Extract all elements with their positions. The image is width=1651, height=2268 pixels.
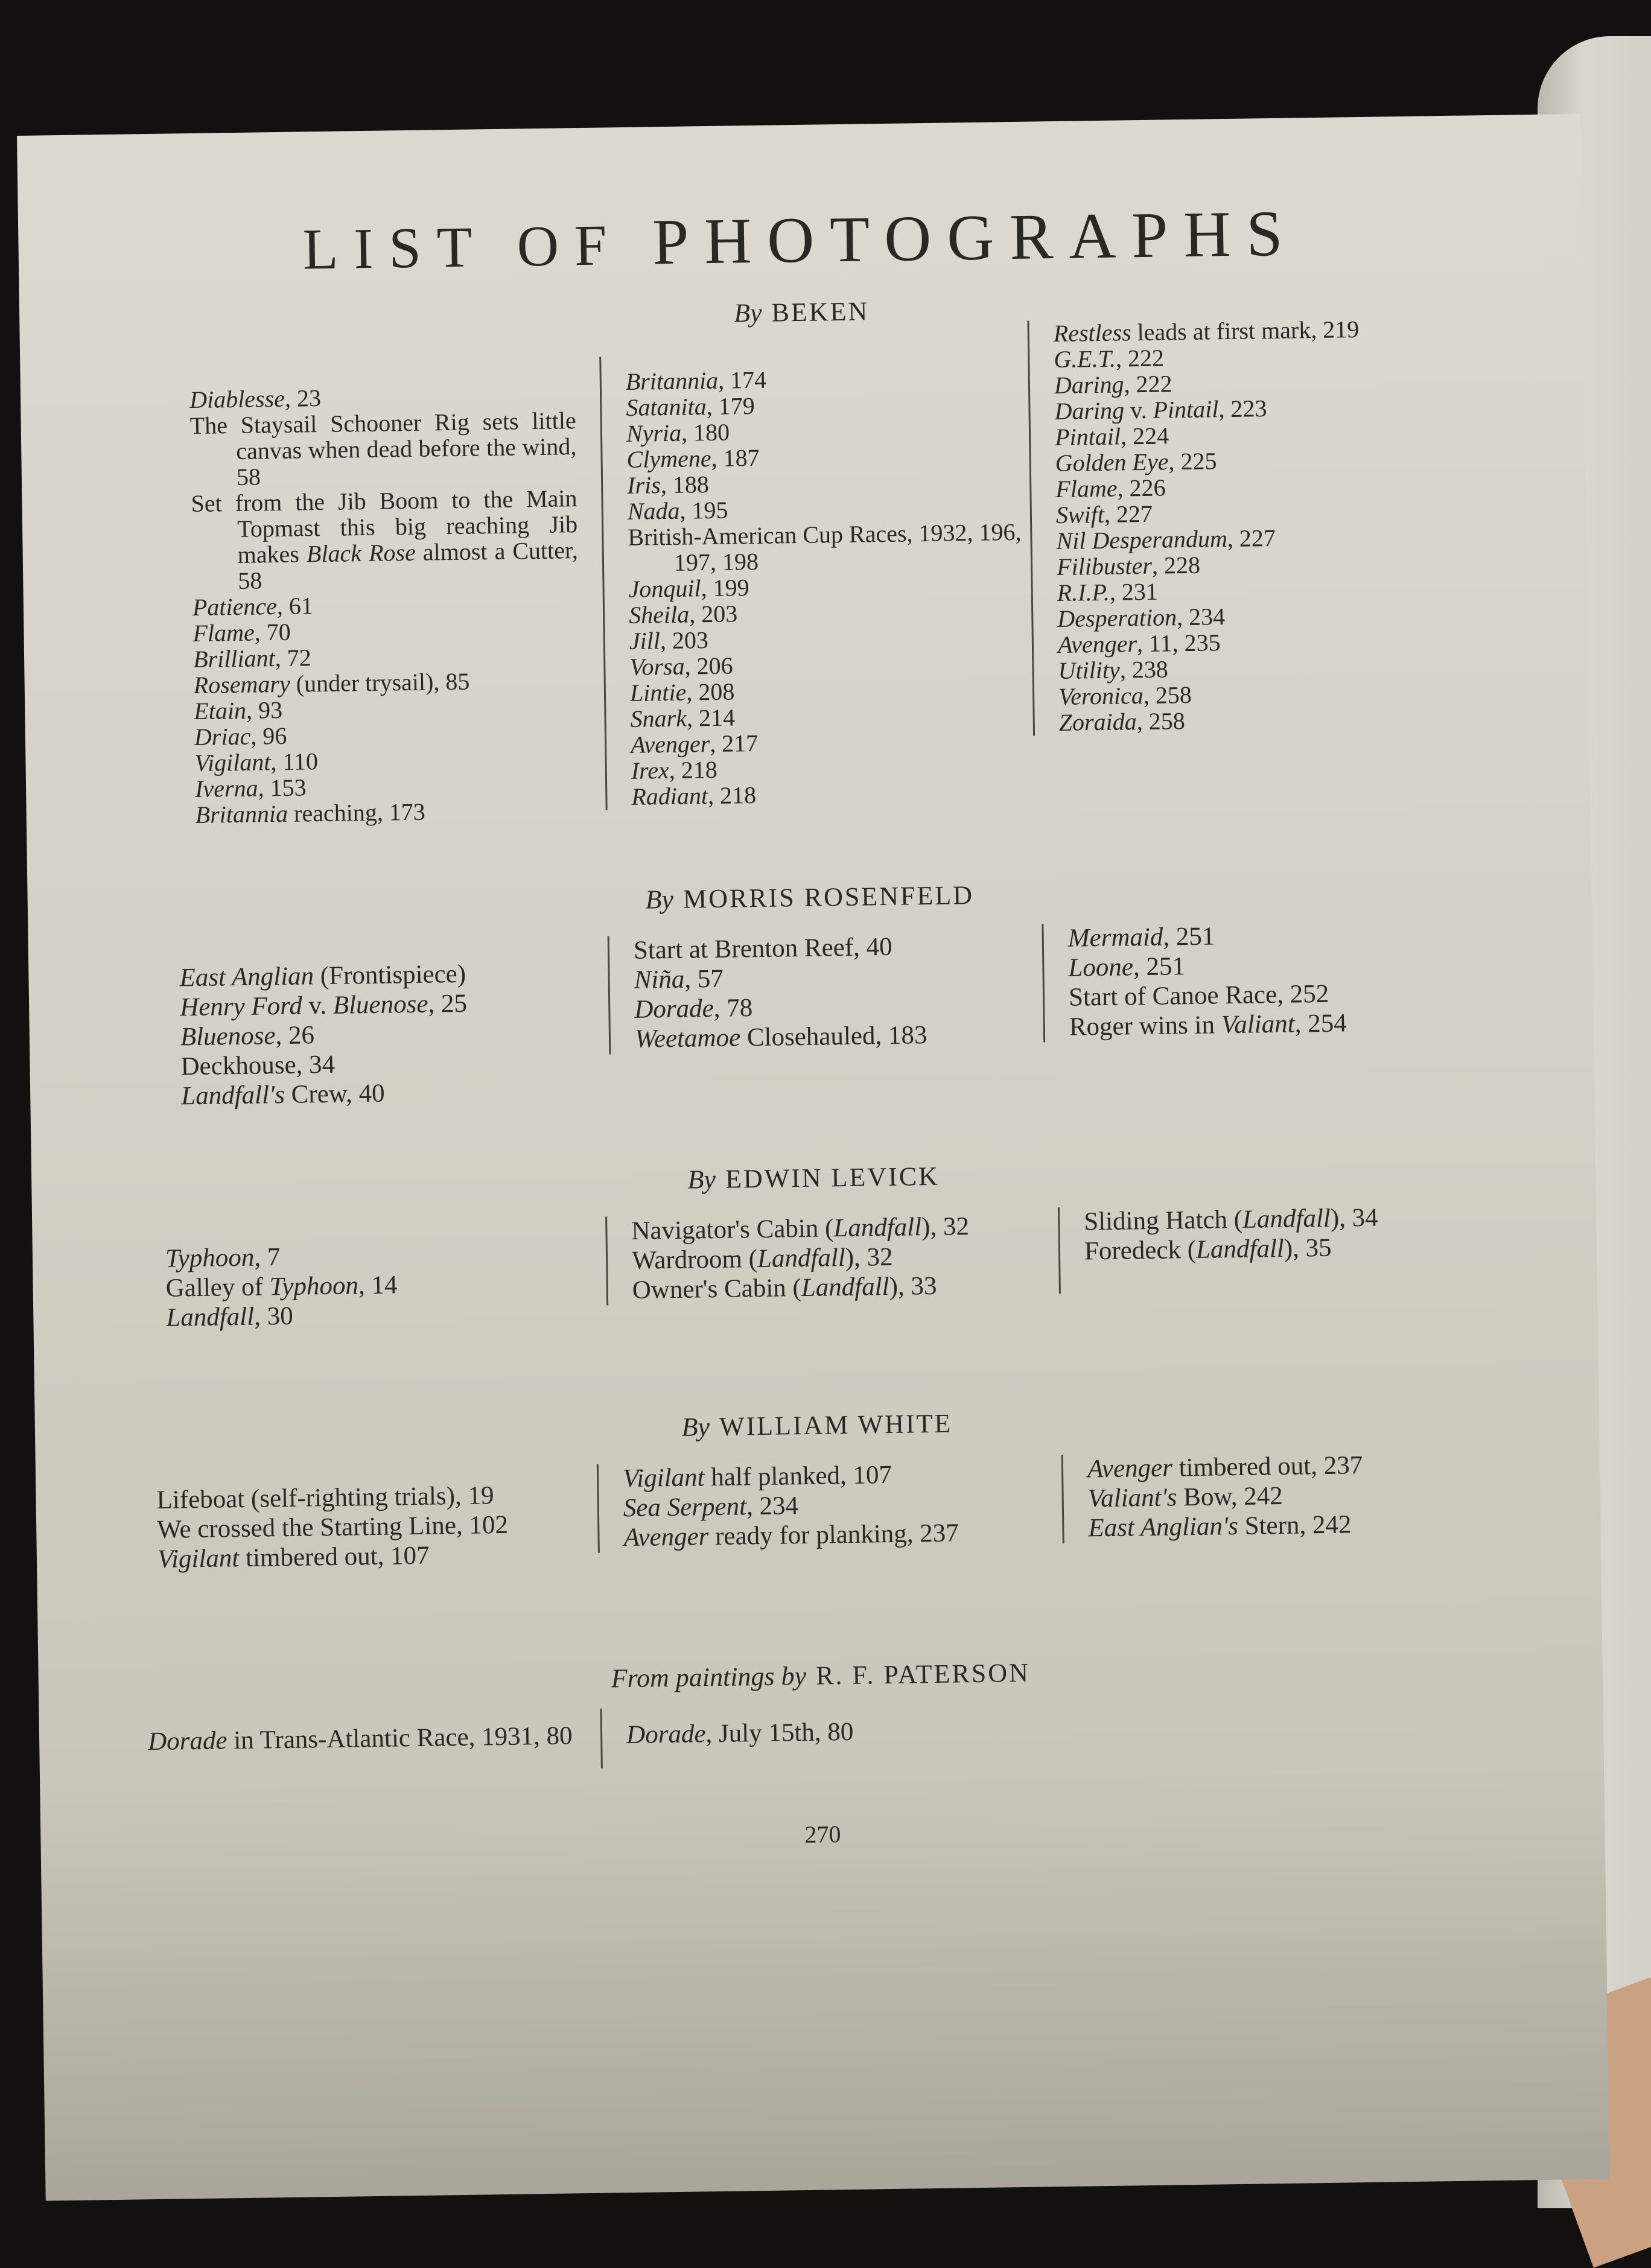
- list-item: We crossed the Starting Line, 102: [156, 1510, 509, 1544]
- levick-col1: [165, 1238, 577, 1332]
- list-item: Daring v. Pintail, 223: [1054, 395, 1267, 425]
- list-item: Utility, 238: [1058, 655, 1169, 684]
- credit-name: BEKEN: [771, 296, 870, 328]
- white-col2: [597, 1458, 1058, 1553]
- list-item: Diablesse, 23: [189, 384, 322, 414]
- book-page: [17, 114, 1610, 2201]
- rosenfeld-col2: [608, 930, 1022, 1055]
- list-item: Swift, 227: [1055, 500, 1153, 529]
- list-item: Satanita, 179: [626, 392, 756, 421]
- list-item: Wardroom (Landfall), 32: [631, 1242, 893, 1275]
- list-item: Irex, 218: [631, 755, 718, 784]
- list-item: Veronica, 258: [1058, 681, 1192, 710]
- credit-prefix: From paintings by: [611, 1660, 807, 1694]
- list-item: Restless leads at first mark, 219: [1053, 315, 1360, 348]
- list-item: Dorade, July 15th, 80: [626, 1717, 854, 1750]
- list-item: Brilliant, 72: [192, 644, 312, 673]
- credit-white: [35, 1399, 1599, 1452]
- list-item: Lifeboat (self-righting trials), 19: [156, 1481, 494, 1514]
- list-item: Start of Canoe Race, 252: [1068, 979, 1329, 1012]
- credit-prefix: By: [733, 297, 762, 328]
- list-item: Set from the Jib Boom to the Main Topmast this big reaching Jib makes Black Rose almost a Cutter, 58: [191, 484, 579, 594]
- levick-col3: [1058, 1202, 1471, 1294]
- list-item: Deckhouse, 34: [180, 1050, 336, 1081]
- list-item: Desperation, 234: [1057, 603, 1226, 633]
- beken-col3: [1027, 315, 1445, 735]
- title-part1: LIST OF: [302, 212, 623, 282]
- list-item: Sea Serpent, 234: [623, 1491, 799, 1523]
- list-item: Owner's Cabin (Landfall), 33: [632, 1271, 937, 1304]
- white-col3: [1061, 1449, 1475, 1544]
- list-item: Flame, 226: [1055, 474, 1166, 503]
- rosenfeld-col1: [179, 958, 591, 1111]
- page-title: [18, 192, 1583, 289]
- list-item: Clymene, 187: [626, 443, 760, 473]
- credit-name: EDWIN LEVICK: [725, 1161, 940, 1194]
- credit-prefix: By: [687, 1164, 716, 1195]
- list-item: Britannia, 174: [625, 366, 767, 395]
- list-item: Navigator's Cabin (Landfall), 32: [631, 1212, 970, 1245]
- rosenfeld-col3: [1042, 918, 1455, 1043]
- list-item: Vigilant half planked, 107: [622, 1460, 892, 1493]
- list-item: Loone, 251: [1068, 952, 1186, 982]
- list-item: Vorsa, 206: [629, 652, 733, 681]
- list-item: Britannia reaching, 173: [195, 798, 426, 828]
- credit-name: MORRIS ROSENFELD: [682, 880, 975, 914]
- credit-levick: [31, 1152, 1595, 1204]
- page-number: 270: [804, 1820, 841, 1849]
- list-item: G.E.T., 222: [1054, 344, 1165, 373]
- title-part2: PHOTOGRAPHS: [652, 197, 1299, 279]
- list-item: British-American Cup Races, 1932, 196, 197, 198: [628, 518, 1022, 576]
- list-item: Vigilant timbered out, 107: [157, 1541, 430, 1574]
- list-item: Valiant's Bow, 242: [1087, 1481, 1283, 1513]
- list-item: Foredeck (Landfall), 35: [1084, 1233, 1332, 1266]
- list-item: Iris, 188: [626, 471, 710, 499]
- list-item: The Staysail Schooner Rig sets little canvas when dead before the wind, 58: [189, 407, 577, 491]
- list-item: Avenger, 11, 235: [1057, 629, 1221, 658]
- beken-col2: [599, 351, 1029, 810]
- credit-prefix: By: [681, 1412, 710, 1442]
- list-item: Golden Eye, 225: [1055, 447, 1217, 477]
- list-item: Landfall's Crew, 40: [180, 1079, 385, 1111]
- credit-paterson: [39, 1650, 1603, 1702]
- list-item: Patience, 61: [192, 592, 314, 621]
- list-item: Bluenose, 26: [180, 1021, 315, 1052]
- paterson-col2: [600, 1702, 1061, 1768]
- levick-col2: [605, 1210, 1043, 1305]
- list-item: Snark, 214: [630, 704, 736, 732]
- list-item: Daring, 222: [1054, 370, 1172, 399]
- list-item: Driac, 96: [194, 722, 287, 751]
- list-item: Typhoon, 7: [165, 1243, 281, 1273]
- list-item: East Anglian's Stern, 242: [1088, 1510, 1352, 1543]
- white-col1: [156, 1479, 592, 1574]
- list-item: Vigilant, 110: [194, 748, 319, 777]
- list-item: Pintail, 224: [1054, 422, 1169, 451]
- list-item: Jill, 203: [629, 626, 709, 655]
- list-item: Roger wins in Valiant, 254: [1069, 1009, 1347, 1041]
- credit-prefix: By: [645, 884, 674, 915]
- beken-col1: [189, 381, 582, 828]
- list-item: Rosemary (under trysail), 85: [193, 667, 470, 699]
- paterson-col1: [148, 1721, 595, 1756]
- list-item: Niña, 57: [634, 964, 724, 994]
- list-item: Landfall, 30: [166, 1301, 293, 1332]
- credit-name: WILLIAM WHITE: [719, 1408, 953, 1441]
- list-item: Avenger, 217: [630, 729, 759, 758]
- list-item: Sheila, 203: [628, 600, 738, 629]
- list-item: Iverna, 153: [194, 773, 307, 802]
- list-item: Henry Ford v. Bluenose, 25: [179, 989, 468, 1022]
- list-item: Avenger ready for planking, 237: [623, 1519, 959, 1552]
- list-item: Nyria, 180: [626, 418, 730, 447]
- list-item: Start at Brenton Reef, 40: [633, 932, 892, 965]
- list-item: East Anglian (Frontispiece): [179, 959, 466, 993]
- list-item: Filibuster, 228: [1056, 551, 1201, 581]
- list-item: Galley of Typhoon, 14: [165, 1271, 398, 1303]
- list-item: Dorade in Trans-Atlantic Race, 1931, 80: [147, 1721, 573, 1756]
- list-item: Nil Desperandum, 227: [1056, 524, 1276, 555]
- list-item: Zoraida, 258: [1058, 707, 1185, 736]
- list-item: R.I.P., 231: [1057, 577, 1159, 607]
- list-item: Dorade, 78: [634, 994, 753, 1024]
- list-item: Lintie, 208: [629, 678, 735, 707]
- list-item: Flame, 70: [192, 618, 291, 647]
- list-item: Radiant, 218: [631, 781, 757, 810]
- list-item: Mermaid, 251: [1067, 922, 1215, 953]
- credit-name: R. F. PATERSON: [815, 1657, 1031, 1691]
- list-item: Etain, 93: [194, 696, 283, 725]
- list-item: Avenger timbered out, 237: [1087, 1451, 1363, 1484]
- list-item: Sliding Hatch (Landfall), 34: [1083, 1203, 1378, 1236]
- list-item: Jonquil, 199: [628, 574, 749, 603]
- list-item: Nada, 195: [627, 496, 728, 525]
- list-item: Weetamoe Closehauled, 183: [634, 1021, 927, 1053]
- credit-rosenfeld: [28, 871, 1592, 924]
